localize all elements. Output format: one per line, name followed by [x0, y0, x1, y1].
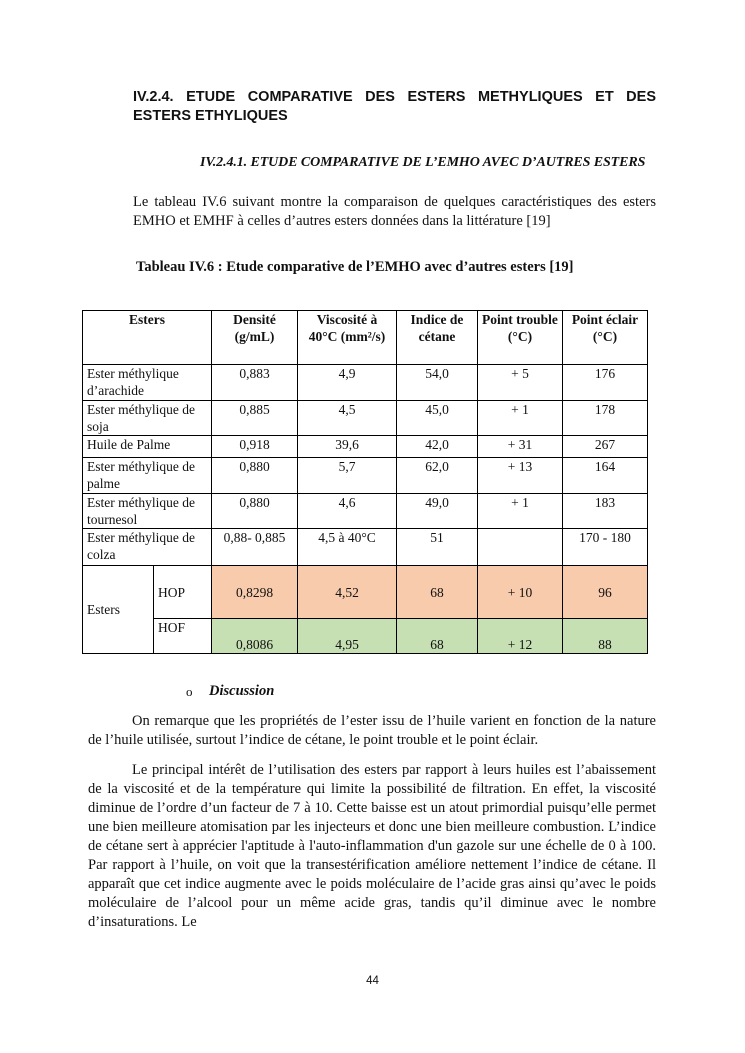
cell-eclair: 183	[563, 494, 648, 529]
cell-densite: 0,8298	[212, 566, 298, 619]
cell-viscosite: 4,95	[298, 619, 397, 654]
row-name: Huile de Palme	[83, 436, 212, 458]
header-eclair: Point éclair (°C)	[563, 311, 648, 365]
cell-eclair: 267	[563, 436, 648, 458]
cell-eclair: 176	[563, 365, 648, 401]
cell-cetane: 42,0	[397, 436, 478, 458]
table-row-hof	[83, 619, 648, 654]
cell-densite: 0,8086	[212, 619, 298, 654]
discussion-paragraph-1: On remarque que les propriétés de l’ester issu de l’huile varient en fonction de la nature de l’huile utilisée, surtout l’indice de cétane, le point trouble et le point éclair.	[88, 713, 656, 748]
cell-densite: 0,880	[212, 494, 298, 529]
row-name: Ester méthylique de palme	[83, 458, 212, 494]
cell-trouble	[478, 529, 563, 566]
cell-cetane: 68	[397, 566, 478, 619]
section-heading-line2: ESTERS ETHYLIQUES	[133, 108, 288, 124]
cell-eclair: 178	[563, 401, 648, 436]
row-name: Ester méthylique d’arachide	[83, 365, 212, 401]
header-trouble: Point trouble (°C)	[478, 311, 563, 365]
header-densite: Densité (g/mL)	[212, 311, 298, 365]
intro-paragraph: Le tableau IV.6 suivant montre la comparaison de quelques caractéristiques des esters EMHO et EMHF à celles d’autres esters données dans la littérature [19]	[133, 194, 656, 229]
cell-trouble: + 10	[478, 566, 563, 619]
cell-viscosite: 5,7	[298, 458, 397, 494]
cell-eclair: 88	[563, 619, 648, 654]
cell-cetane: 51	[397, 529, 478, 566]
cell-viscosite: 4,6	[298, 494, 397, 529]
cell-viscosite: 4,52	[298, 566, 397, 619]
cell-cetane: 68	[397, 619, 478, 654]
cell-trouble: + 31	[478, 436, 563, 458]
cell-densite: 0,883	[212, 365, 298, 401]
cell-trouble: + 13	[478, 458, 563, 494]
bullet-icon: o	[186, 684, 193, 699]
cell-eclair: 164	[563, 458, 648, 494]
cell-viscosite: 4,5 à 40°C	[298, 529, 397, 566]
section-heading	[133, 88, 656, 126]
table-row	[83, 458, 648, 494]
header-esters: Esters	[83, 311, 212, 365]
row-name: Ester méthylique de soja	[83, 401, 212, 436]
cell-densite: 0,880	[212, 458, 298, 494]
subsection-heading: IV.2.4.1. ETUDE COMPARATIVE DE L’EMHO AVEC D’AUTRES ESTERS	[200, 155, 646, 170]
table-caption: Tableau IV.6 : Etude comparative de l’EMHO avec d’autres esters [19]	[136, 259, 574, 275]
cell-viscosite: 39,6	[298, 436, 397, 458]
section-heading-line1: IV.2.4. ETUDE COMPARATIVE DES ESTERS METHYLIQUES ET DES	[133, 89, 656, 105]
discussion-title: Discussion	[209, 683, 275, 699]
page-number: 44	[366, 975, 379, 987]
cell-trouble: + 1	[478, 494, 563, 529]
cell-densite: 0,918	[212, 436, 298, 458]
table-header-row	[83, 311, 648, 365]
cell-cetane: 45,0	[397, 401, 478, 436]
table-row	[83, 365, 648, 401]
header-viscosite: Viscosité à 40°C (mm²/s)	[298, 311, 397, 365]
comparison-table	[82, 310, 648, 654]
discussion-paragraph-2: Le principal intérêt de l’utilisation des esters par rapport à leurs huiles est l’abaissement de la viscosité et de la température qui limite la possibilité de filtration. En effet, la viscosité diminue de l’ordre d’un facteur de 7 à 10. Cette baisse est un atout primordial puisqu’elle permet une bien meilleure atomisation par les injecteurs et donc une bien meilleure combustion. L’indice de cétane sert à apprécier l'aptitude à l'auto-inflammation d'un gazole sur une échelle de 0 à 100. Par rapport à l’huile, on voit que la transestérification améliore nettement l’indice de cétane. Il apparaît que cet indice augmente avec le poids moléculaire de l’acide gras ainsi qu’avec le poids moléculaire de l’alcool pour un même acide gras, tandis qu’il diminue avec le nombre d’insaturations. Le	[88, 762, 656, 930]
table-row	[83, 494, 648, 529]
row-name: Ester méthylique de colza	[83, 529, 212, 566]
cell-eclair: 170 - 180	[563, 529, 648, 566]
row-name: HOP	[154, 566, 212, 619]
cell-trouble: + 12	[478, 619, 563, 654]
table-row	[83, 529, 648, 566]
group-label: Esters	[83, 566, 154, 654]
row-name: HOF	[154, 619, 212, 654]
table-row	[83, 436, 648, 458]
cell-densite: 0,88- 0,885	[212, 529, 298, 566]
cell-cetane: 62,0	[397, 458, 478, 494]
cell-viscosite: 4,9	[298, 365, 397, 401]
table-row	[83, 401, 648, 436]
cell-viscosite: 4,5	[298, 401, 397, 436]
cell-cetane: 54,0	[397, 365, 478, 401]
cell-eclair: 96	[563, 566, 648, 619]
cell-densite: 0,885	[212, 401, 298, 436]
cell-trouble: + 1	[478, 401, 563, 436]
cell-trouble: + 5	[478, 365, 563, 401]
header-cetane: Indice de cétane	[397, 311, 478, 365]
row-name: Ester méthylique de tournesol	[83, 494, 212, 529]
cell-cetane: 49,0	[397, 494, 478, 529]
table-row-hop	[83, 566, 648, 619]
